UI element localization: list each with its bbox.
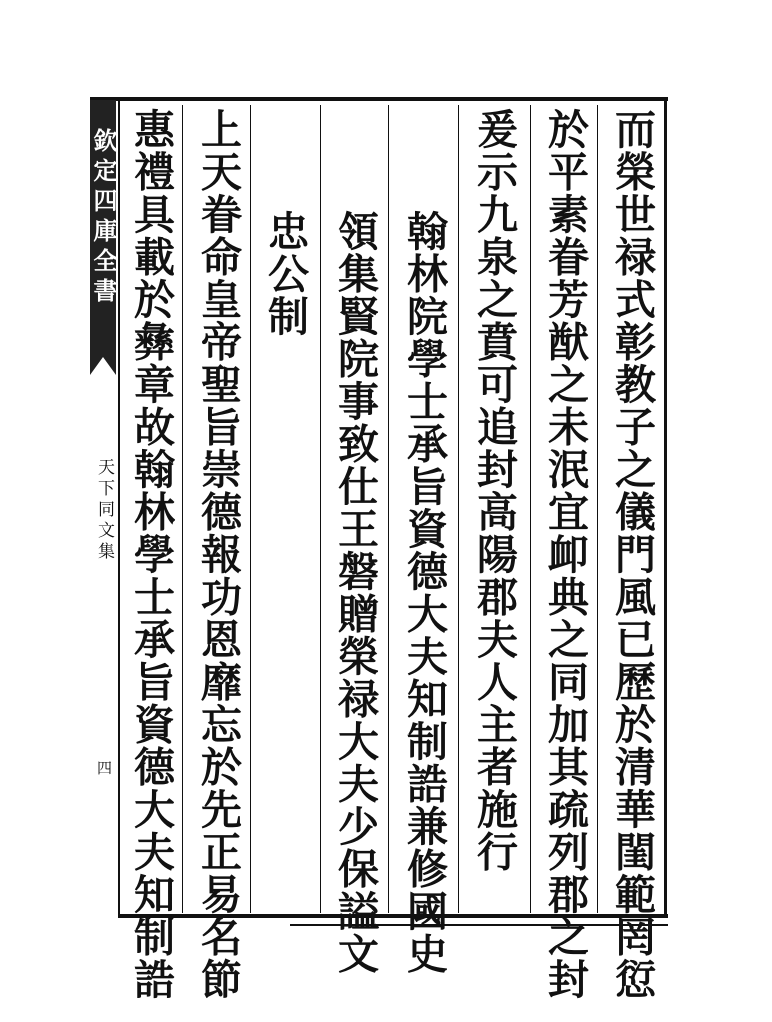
frame-right-line [664,97,667,918]
page-number: 四 [95,760,113,775]
text-column-6: 忠公制 [261,210,309,338]
text-column-8: 惠禮具載於彝章故翰林學士承旨資德大夫知制誥 [127,108,175,1001]
text-column-2: 於平素眷芳猷之未泯宜卹典之同加其疏列郡之封 [541,108,589,1001]
column-divider [182,105,183,913]
book-title: 天下同文集 [94,458,114,563]
frame-left-inner-line [118,97,120,918]
column-divider [530,105,531,913]
column-divider [388,105,389,913]
column-divider [458,105,459,913]
text-column-4: 翰林院學士承旨資德大夫知制誥兼修國史 [400,210,448,975]
column-divider [320,105,321,913]
text-column-7: 上天眷命皇帝聖旨崇德報功恩靡忘於先正易名節 [194,108,242,1001]
column-divider [597,105,598,913]
frame-top-line [90,97,668,101]
text-column-1: 而榮世禄式彰教子之儀門風已歷於清華閨範罔愆 [608,108,656,1001]
column-divider [250,105,251,913]
fish-tail-mark-icon [90,335,116,375]
text-column-5: 領集賢院事致仕王磐贈榮禄大夫少保謚文 [331,210,379,975]
collection-title: 欽定四庫全書 [90,100,116,335]
text-column-3: 爰示九泉之賁可追封高陽郡夫人主者施行 [470,108,518,873]
